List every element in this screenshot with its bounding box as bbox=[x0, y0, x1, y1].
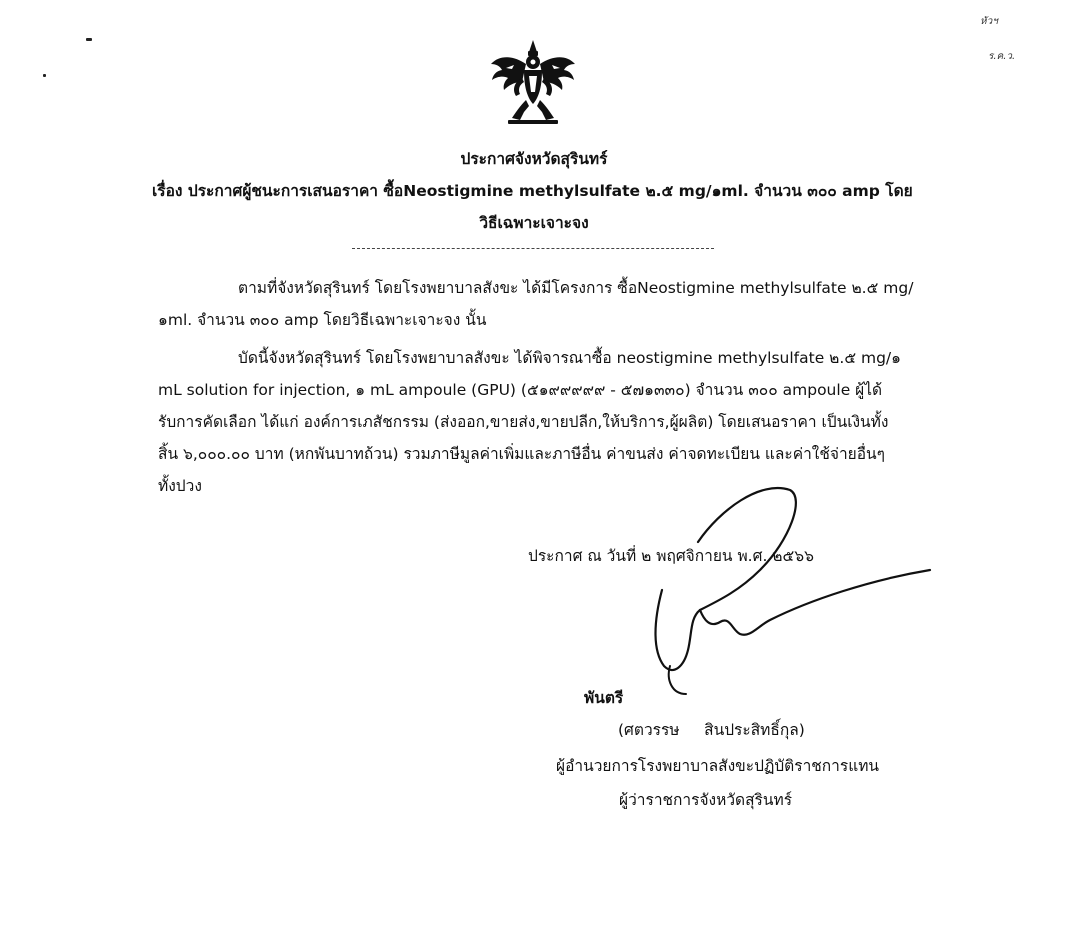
paragraph-2-line-1: บัดนี้จังหวัดสุรินทร์ โดยโรงพยาบาลสังขะ ได้พิจารณาซื้อ neostigmine methylsulfate ๒.๕ mg/๑ bbox=[238, 349, 901, 367]
paragraph-1-line-1: ตามที่จังหวัดสุรินทร์ โดยโรงพยาบาลสังขะ ได้มีโครงการ ซื้อNeostigmine methylsulfate ๒.๕ mg/ bbox=[238, 279, 914, 297]
signer-position-line-1: ผู้อำนวยการโรงพยาบาลสังขะปฏิบัติราชการแทน bbox=[556, 757, 880, 775]
scan-speck bbox=[43, 74, 46, 77]
signer-position-line-2: ผู้ว่าราชการจังหวัดสุรินทร์ bbox=[619, 791, 793, 809]
signer-name: (ศตวรรษ สินประสิทธิ์กุล) bbox=[618, 721, 805, 739]
paragraph-2-line-2: mL solution for injection, ๑ mL ampoule (GPU) (๕๑๙๙๙๙๙ - ๕๗๑๓๓๐) จำนวน ๓๐๐ ampoule ผู้ได้ bbox=[158, 381, 883, 399]
announcement-title: ประกาศจังหวัดสุรินทร์ bbox=[460, 150, 608, 168]
paragraph-2-line-5: ทั้งปวง bbox=[158, 477, 202, 495]
handwritten-signature bbox=[640, 470, 940, 710]
paragraph-1-line-2: ๑ml. จำนวน ๓๐๐ amp โดยวิธีเฉพาะเจาะจง นั้น bbox=[158, 311, 487, 329]
signer-rank: พันตรี bbox=[584, 689, 624, 707]
paragraph-2-line-4: สิ้น ๖,๐๐๐.๐๐ บาท (หกพันบาทถ้วน) รวมภาษีมูลค่าเพิ่มและภาษีอื่น ค่าขนส่ง ค่าจดทะเบียน และค่าใช้จ่ายอื่นๆ bbox=[158, 445, 885, 463]
announcement-date: ประกาศ ณ วันที่ ๒ พฤศจิกายน พ.ศ. ๒๕๖๖ bbox=[528, 547, 814, 565]
separator-line bbox=[352, 248, 714, 249]
subject-line-2: วิธีเฉพาะเจาะจง bbox=[479, 214, 589, 232]
subject-line-1: เรื่อง ประกาศผู้ชนะการเสนอราคา ซื้อNeostigmine methylsulfate ๒.๕ mg/๑ml. จำนวน ๓๐๐ amp โดย bbox=[152, 182, 913, 200]
paragraph-2-line-3: รับการคัดเลือก ได้แก่ องค์การเภสัชกรรม (ส่งออก,ขายส่ง,ขายปลีก,ให้บริการ,ผู้ผลิต) โดยเสนอราคา เป็นเงินทั้ง bbox=[158, 413, 889, 431]
corner-note-line2: ร.ค.ว. bbox=[988, 51, 1016, 62]
scan-speck bbox=[86, 38, 92, 41]
garuda-emblem-icon bbox=[488, 38, 578, 126]
corner-handwritten-note bbox=[980, 14, 1015, 64]
corner-note-line1: หัวฯ bbox=[980, 16, 998, 27]
